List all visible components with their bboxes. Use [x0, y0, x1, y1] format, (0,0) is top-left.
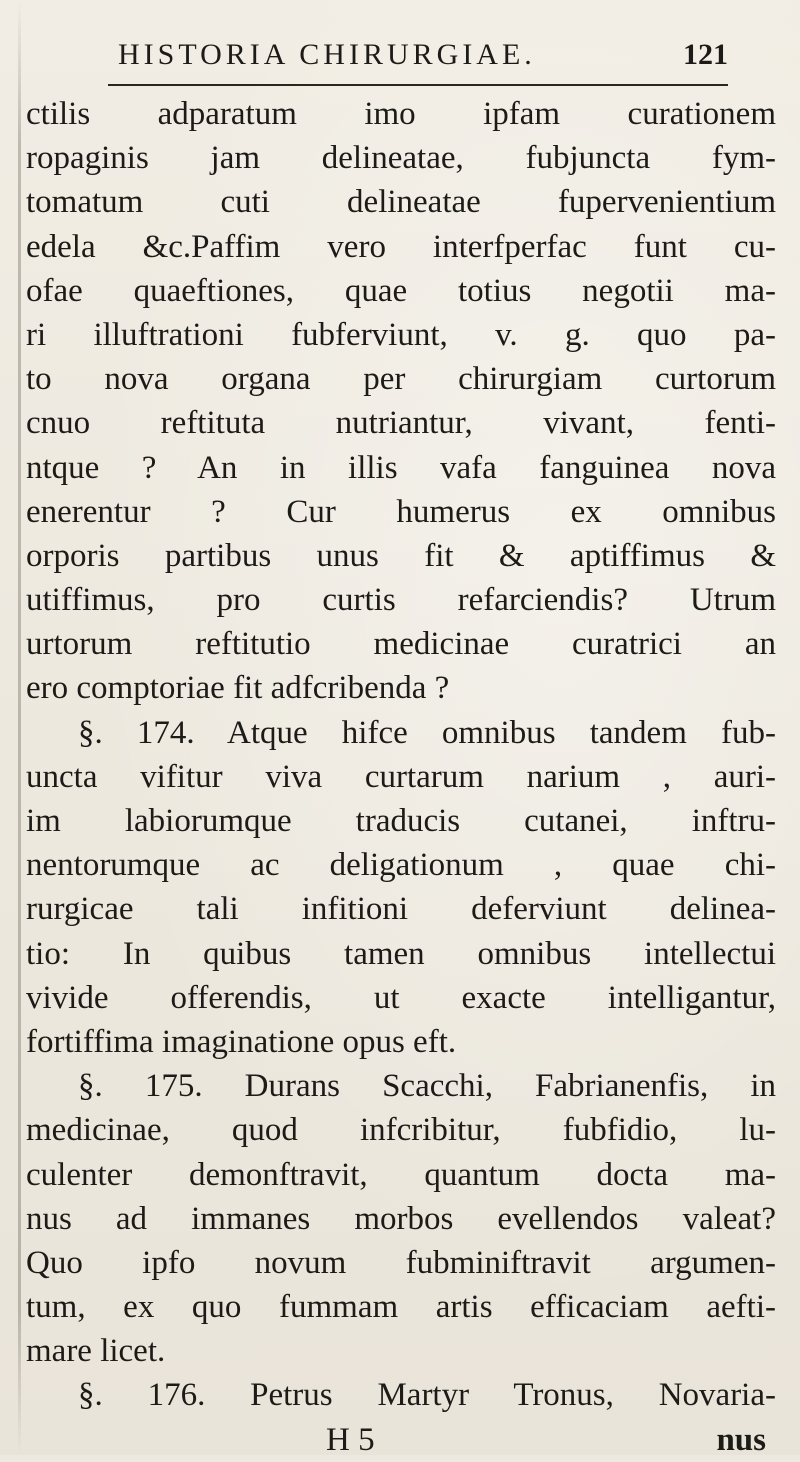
text-line: nus ad immanes morbos evellendos valeat?	[26, 1200, 776, 1237]
text-line: urtorum reftitutio medicinae curatrici an	[26, 626, 776, 663]
text-line: rurgicae tali infitioni deferviunt delinea-	[26, 891, 776, 928]
text-line: orporis partibus unus fit & aptiffimus &	[26, 537, 776, 574]
signature-mark: H 5	[326, 1421, 375, 1458]
text-line: mare licet.	[26, 1333, 166, 1370]
text-line: enerentur ? Cur humerus ex omnibus	[26, 493, 776, 530]
text-line: utiffimus, pro curtis refarciendis? Utrum	[26, 582, 776, 619]
text-line: edela &c.Paffim vero interfperfac funt cu-	[26, 228, 776, 265]
section-174-line: §. 174. Atque hifce omnibus tandem fub-	[78, 714, 776, 751]
text-line: to nova organa per chirurgiam curtorum	[26, 361, 776, 398]
running-title: HISTORIA CHIRURGIAE.	[118, 38, 536, 71]
text-line: tum, ex quo fummam artis efficaciam aefti-	[26, 1289, 776, 1326]
binding-gutter	[18, 0, 21, 1455]
catchword: nus	[716, 1421, 766, 1458]
text-line: vivide offerendis, ut exacte intelligantur,	[26, 979, 776, 1016]
running-head	[118, 38, 728, 78]
text-line: tomatum cuti delineatae fupervenientium	[26, 184, 776, 221]
text-line: fortiffima imaginatione opus eft.	[26, 1023, 457, 1060]
text-line: ropaginis jam delineatae, fubjuncta fym-	[26, 140, 776, 177]
text-line: ero comptoriae fit adfcribenda ?	[26, 670, 450, 707]
text-line: ntque ? An in illis vafa fanguinea nova	[26, 449, 776, 486]
text-line: culenter demonftravit, quantum docta ma-	[26, 1156, 776, 1193]
text-line: uncta vifitur viva curtarum narium , auri-	[26, 758, 776, 795]
section-175-line: §. 175. Durans Scacchi, Fabrianenfis, in	[78, 1068, 776, 1105]
body-text	[26, 92, 776, 1462]
text-line: tio: In quibus tamen omnibus intellectui	[26, 935, 776, 972]
header-rule	[108, 84, 728, 86]
page-number: 121	[683, 38, 728, 71]
section-176-line: §. 176. Petrus Martyr Tronus, Novaria-	[78, 1377, 776, 1414]
text-line: Quo ipfo novum fubminiftravit argumen-	[26, 1244, 776, 1281]
text-line: ofae quaeftiones, quae totius negotii ma-	[26, 272, 776, 309]
text-line: cnuo reftituta nutriantur, vivant, fenti-	[26, 405, 776, 442]
page-footer	[26, 1418, 776, 1462]
text-line: nentorumque ac deligationum , quae chi-	[26, 847, 776, 884]
text-line: ctilis adparatum imo ipfam curationem	[26, 96, 776, 132]
text-line: medicinae, quod infcribitur, fubfidio, lu-	[26, 1112, 776, 1149]
text-line: im labiorumque traducis cutanei, inftru-	[26, 803, 776, 839]
text-line: ri illuftrationi fubferviunt, v. g. quo pa-	[26, 316, 776, 353]
